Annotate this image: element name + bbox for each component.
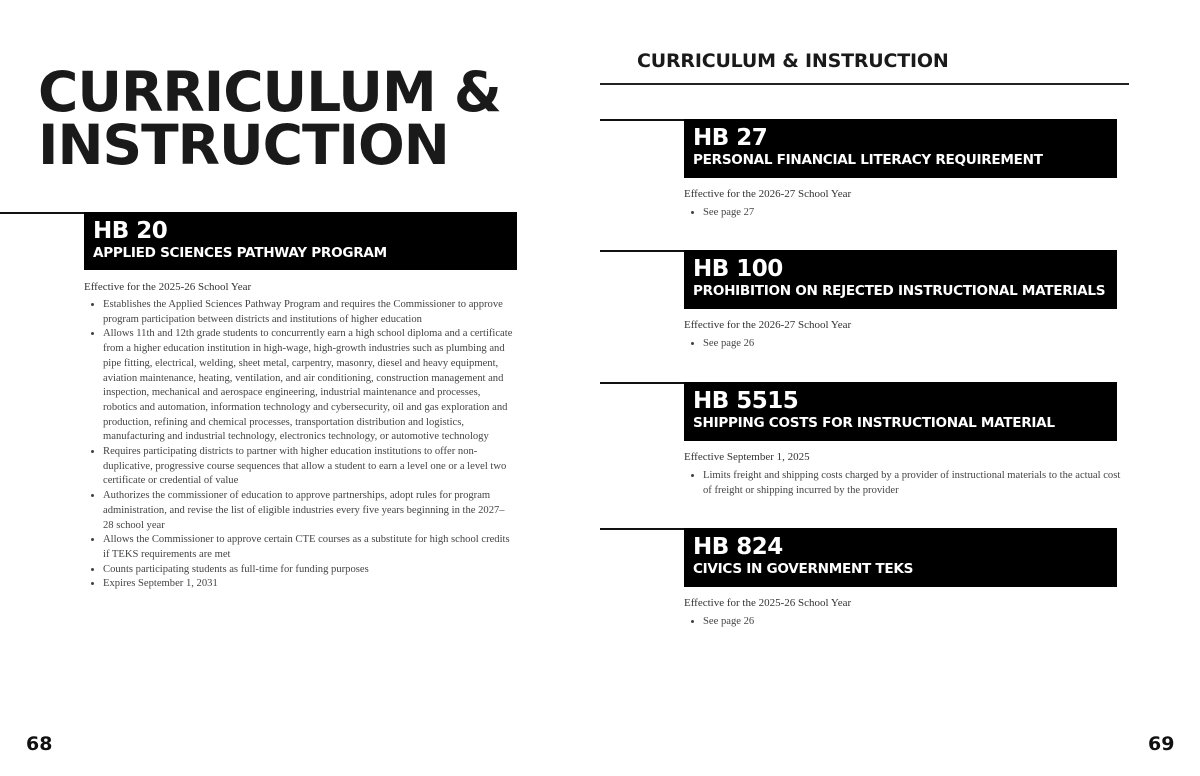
- bullet-item: • Counts participating students as full-time for funding purposes: [103, 563, 515, 578]
- section-title-line-1: CURRICULUM &: [38, 60, 501, 124]
- bill-bullet-list-hb100: [685, 337, 1123, 352]
- bill-header-hb27: [684, 119, 1117, 178]
- bill-bullet-list-hb824: [685, 615, 1123, 630]
- bullet-item: • Expires September 1, 2031: [103, 577, 515, 592]
- bill-header-hb100: [684, 250, 1117, 309]
- bullet-item: • Establishes the Applied Sciences Pathway Program and requires the Commissioner to approve program participation between districts and institutions of higher education: [103, 298, 515, 327]
- bill-effective-date: Effective for the 2026-27 School Year: [684, 319, 852, 331]
- bill-bullet-list-hb27: [685, 206, 1123, 221]
- bill-title: CIVICS IN GOVERNMENT TEKS: [693, 561, 914, 577]
- bill-leader-line-hb5515: [600, 382, 684, 384]
- bill-bullet-list-hb5515: [685, 469, 1123, 498]
- bill-leader-line-hb100: [600, 250, 684, 252]
- bullet-item: • Limits freight and shipping costs charged by a provider of instructional materials to the actual cost of freight or shipping incurred by the provider: [703, 469, 1123, 498]
- bullet-item: • Allows 11th and 12th grade students to concurrently earn a high school diploma and a certificate from a higher education institution in high-wage, high-growth industries such as plumbing and pipe fitting, electrical, welding, sheet metal, carpentry, masonry, diesel and heavy equipment, aviation maintenance, heating, ventilation, and air conditioning, construction management and inspection, mechanical and aerospace engineering, industrial maintenance and processes, robotics and automation, information technology and cybersecurity, oil and gas exploration and production, refining and chemical processes, transportation distribution and logistics, manufacturing and industrial technology, electronics technology, or automotive technology: [103, 327, 515, 445]
- bill-number: HB 100: [693, 256, 783, 282]
- bill-number: HB 27: [693, 125, 768, 151]
- header-rule: [600, 83, 1129, 85]
- bill-effective-date: Effective for the 2026-27 School Year: [684, 188, 852, 200]
- bill-effective-date: Effective for the 2025-26 School Year: [684, 597, 852, 609]
- page-number-right: 69: [1148, 733, 1175, 755]
- bill-bullet-list-hb20: [85, 298, 515, 592]
- bill-leader-line-hb20: [0, 212, 84, 214]
- bill-title: PROHIBITION ON REJECTED INSTRUCTIONAL MATERIALS: [693, 283, 1106, 299]
- bullet-item: • See page 26: [703, 337, 1123, 352]
- bill-title: SHIPPING COSTS FOR INSTRUCTIONAL MATERIAL: [693, 415, 1055, 431]
- bill-effective-date: Effective for the 2025-26 School Year: [84, 281, 252, 293]
- bill-number: HB 5515: [693, 388, 799, 414]
- running-head: CURRICULUM & INSTRUCTION: [637, 50, 949, 72]
- section-title: [38, 60, 501, 177]
- bill-number: HB 824: [693, 534, 783, 560]
- bill-effective-date: Effective September 1, 2025: [684, 451, 810, 463]
- bill-title: PERSONAL FINANCIAL LITERACY REQUIREMENT: [693, 152, 1043, 168]
- bill-leader-line-hb824: [600, 528, 684, 530]
- section-title-line-2: INSTRUCTION: [38, 113, 449, 177]
- bill-number: HB 20: [93, 218, 168, 244]
- bullet-item: • Allows the Commissioner to approve certain CTE courses as a substitute for high school credits if TEKS requirements are met: [103, 533, 515, 562]
- bullet-item: • Requires participating districts to partner with higher education institutions to offer non-duplicative, progressive course sequences that allow a student to earn a level one or a level two certificate or credential of value: [103, 445, 515, 489]
- bill-header-hb824: [684, 528, 1117, 587]
- bullet-item: • See page 26: [703, 615, 1123, 630]
- bullet-item: • See page 27: [703, 206, 1123, 221]
- bill-title: APPLIED SCIENCES PATHWAY PROGRAM: [93, 245, 387, 261]
- page-number-left: 68: [26, 733, 53, 755]
- bill-header-hb20: [84, 212, 517, 270]
- bill-header-hb5515: [684, 382, 1117, 441]
- bullet-item: • Authorizes the commissioner of education to approve partnerships, adopt rules for program administration, and revise the list of eligible industries every five years beginning in the 2027–28 school year: [103, 489, 515, 533]
- bill-leader-line-hb27: [600, 119, 684, 121]
